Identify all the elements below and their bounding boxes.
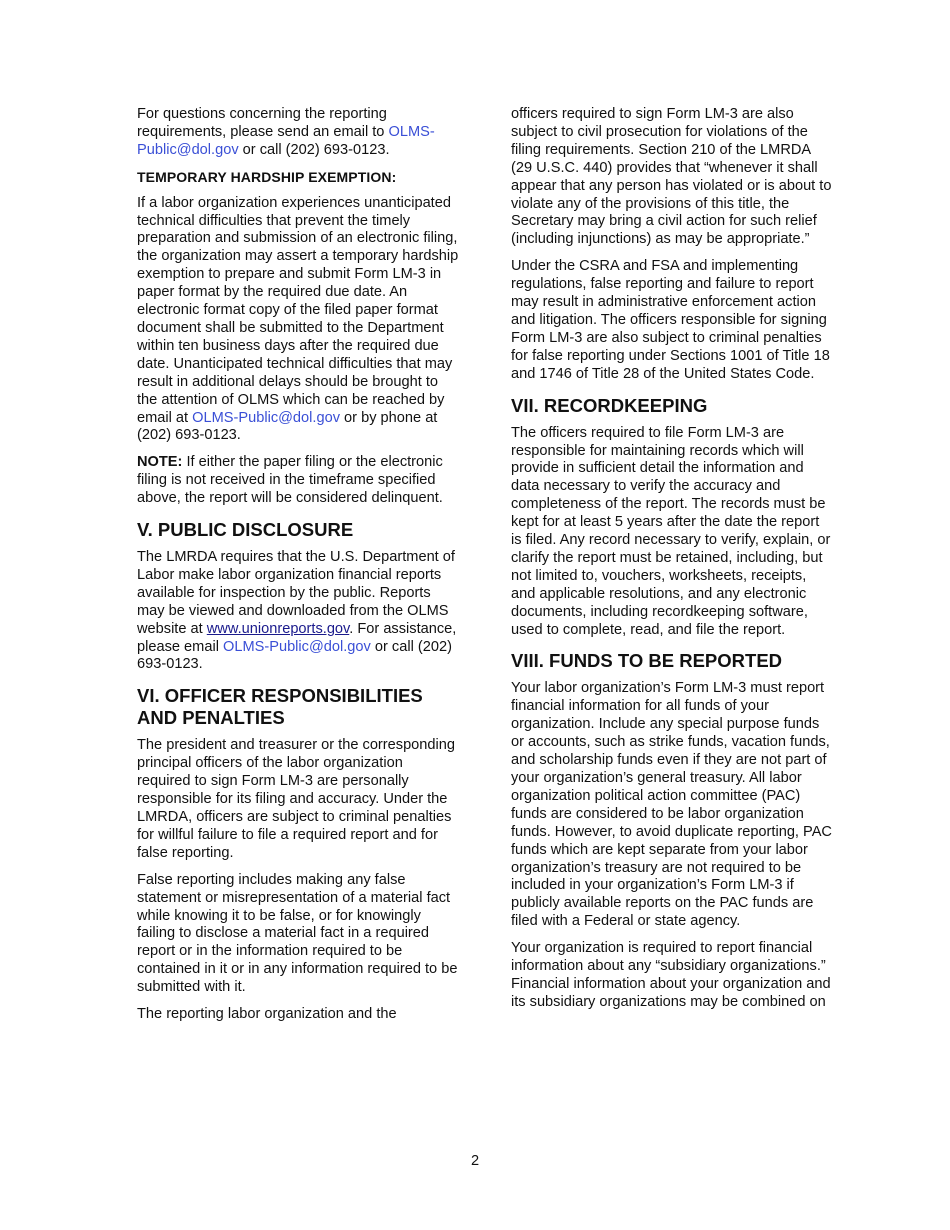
hardship-exemption-heading: TEMPORARY HARDSHIP EXEMPTION: [137, 168, 397, 185]
hardship-phone-text: or by phone at (202) 693-0123. [137, 409, 438, 444]
page-number: 2 [470, 1153, 480, 1169]
section-funds-heading: VIII. FUNDS TO BE REPORTED [511, 650, 783, 672]
contact-text: For questions concerning the reporting requirements, please send an email to [137, 106, 389, 140]
contact-paragraph [137, 106, 459, 160]
public-disclosure-text: The LMRDA requires that the U.S. Department of Labor make labor organization financial reports available for inspection by the public. Reports may be viewed and downloaded from the OLMS website at [137, 549, 455, 637]
csra-fsa-paragraph: Under the CSRA and FSA and implementing regulations, false reporting and failure to report may result in administrative enforcement action and litigation. The officers responsible for signing Form LM-3 are also subject to criminal penalties for false reporting under Sections 1001 of Title 18 and 1746 of Title 28 of the United States Code. [511, 258, 830, 382]
unionreports-link[interactable]: www.unionreports.gov [206, 620, 350, 637]
funds-paragraph-1: Your labor organization’s Form LM-3 must report financial information for all funds of your organization. Include any special purpose funds or accounts, such as strike funds, vacation funds, and scholarship funds even if they are not part of your organization’s general treasury. All labor organization political action committee (PAC) funds are considered to be labor organization funds. However, to avoid duplicate reporting, PAC funds which are kept separate from your labor organization’s treasury are not required to be included in your organization’s Form LM-3 if publicly available reports on the PAC funds are filed with a Federal or state agency. [511, 680, 832, 930]
hardship-paragraph [137, 195, 459, 446]
contact-phone-text: or call (202) 693-0123. [238, 141, 390, 158]
section-officer-responsibilities-heading: VI. OFFICER RESPONSIBILITIES AND PENALTIES [137, 685, 423, 729]
contact-email-link[interactable]: OLMS-Public@dol.gov [137, 123, 435, 158]
officer-paragraph-3: The reporting labor organization and the [137, 1006, 397, 1023]
civil-prosecution-paragraph: officers required to sign Form LM-3 are also subject to civil prosecution for violations of the filing requirements. Section 210 of the LMRDA (29 U.S.C. 440) provides that “whenever it shall appear that any person has violated or is about to violate any of the provisions of this title, the Secretary may bring a civil action for such relief (including injunctions) as may be appropriate.” [511, 106, 832, 248]
right-column [511, 106, 833, 1021]
officer-paragraph-2: False reporting includes making any false statement or misrepresentation of a material fact while knowing it to be false, or for knowingly failing to disclose a material fact in a required report or in the information required to be contained in it or in any information required to be submitted with it. [137, 871, 458, 996]
left-column [137, 106, 459, 1033]
recordkeeping-paragraph: The officers required to file Form LM-3 are responsible for maintaining records which will provide in sufficient detail the information and data necessary to verify the accuracy and completeness of the report. The records must be kept for at least 5 years after the date the report is filed. Any record necessary to verify, explain, or clarify the report must be retained, including, but not limited to, vouchers, worksheets, receipts, and applicable resolutions, and any electronic documents, including recordkeeping software, used to complete, read, and file the report. [511, 424, 831, 638]
hardship-text: If a labor organization experiences unanticipated technical difficulties that prevent the timely preparation and submission of an electronic filing, the organization may assert a temporary hardship exemption to prepare and submit Form LM-3 in paper format by the required due date. An electronic format copy of the filed paper format document shall be submitted to the Department within ten business days after the required due date. Unanticipated technical difficulties that may result in additional delays should be brought to the attention of OLMS which can be reached by email at [137, 194, 459, 426]
section-public-disclosure-heading: V. PUBLIC DISCLOSURE [137, 519, 354, 541]
public-disclosure-email-link[interactable]: OLMS-Public@dol.gov [223, 638, 371, 655]
hardship-email-link[interactable]: OLMS-Public@dol.gov [192, 409, 340, 426]
note-paragraph [137, 454, 459, 508]
note-text: If either the paper filing or the electronic filing is not received in the timeframe specified above, the report will be considered delinquent. [137, 454, 443, 507]
section-recordkeeping-heading: VII. RECORDKEEPING [511, 394, 708, 416]
public-disclosure-paragraph [137, 549, 459, 674]
funds-paragraph-2: Your organization is required to report financial information about any “subsidiary organizations.” Financial information about your organization and its subsidiary organizations may be combined on [511, 940, 831, 1010]
note-label: NOTE: [137, 454, 183, 471]
assistance-text: . For assistance, please email [137, 620, 457, 655]
public-disclosure-phone-text: or call (202) 693-0123. [137, 638, 452, 673]
officer-paragraph-1: The president and treasurer or the corresponding principal officers of the labor organization required to sign Form LM-3 are personally responsible for its filing and accuracy. Under the LMRDA, officers are subject to criminal penalties for willful failure to file a required report and for false reporting. [137, 737, 456, 861]
